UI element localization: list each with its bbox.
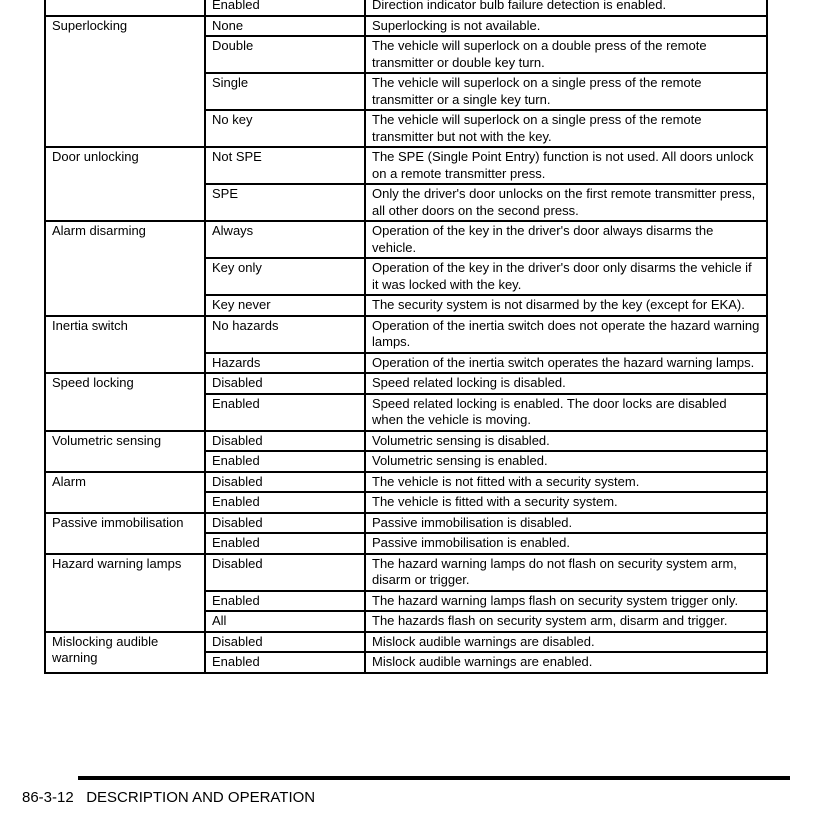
feature-cell: Hazard warning lamps (45, 554, 205, 632)
setting-cell: Double (205, 36, 365, 73)
table-row (45, 472, 767, 493)
feature-cell (45, 0, 205, 16)
setting-cell: No key (205, 110, 365, 147)
description-cell: Speed related locking is enabled. The door locks are disabled when the vehicle is moving. (365, 394, 767, 431)
description-cell: Passive immobilisation is enabled. (365, 533, 767, 554)
setting-cell: Enabled (205, 394, 365, 431)
table-row (45, 632, 767, 653)
description-cell: Superlocking is not available. (365, 16, 767, 37)
table-row (45, 0, 767, 16)
feature-cell: Alarm disarming (45, 221, 205, 316)
description-cell: Operation of the inertia switch operates the hazard warning lamps. (365, 353, 767, 374)
page-footer (22, 789, 315, 806)
description-cell: The hazard warning lamps do not flash on security system arm, disarm or trigger. (365, 554, 767, 591)
table-row (45, 316, 767, 353)
description-cell: Only the driver's door unlocks on the first remote transmitter press, all other doors on the second press. (365, 184, 767, 221)
setting-cell: Disabled (205, 513, 365, 534)
setting-cell: Not SPE (205, 147, 365, 184)
description-cell: Passive immobilisation is disabled. (365, 513, 767, 534)
table-row (45, 16, 767, 37)
description-cell: The vehicle will superlock on a single press of the remote transmitter but not with the key. (365, 110, 767, 147)
setting-cell: Disabled (205, 554, 365, 591)
setting-cell: Always (205, 221, 365, 258)
description-cell: Volumetric sensing is disabled. (365, 431, 767, 452)
description-cell: Operation of the inertia switch does not operate the hazard warning lamps. (365, 316, 767, 353)
setting-cell: Disabled (205, 632, 365, 653)
feature-cell: Passive immobilisation (45, 513, 205, 554)
table-row (45, 373, 767, 394)
description-cell: The vehicle is not fitted with a security system. (365, 472, 767, 493)
description-cell: Mislock audible warnings are enabled. (365, 652, 767, 673)
section-title: DESCRIPTION AND OPERATION (86, 789, 316, 806)
table-row (45, 554, 767, 591)
feature-cell: Speed locking (45, 373, 205, 431)
feature-cell: Inertia switch (45, 316, 205, 374)
setting-cell: Hazards (205, 353, 365, 374)
settings-table (44, 0, 768, 674)
setting-cell: SPE (205, 184, 365, 221)
setting-cell: All (205, 611, 365, 632)
feature-cell: Mislocking audible warning (45, 632, 205, 673)
description-cell: The security system is not disarmed by the key (except for EKA). (365, 295, 767, 316)
table-row (45, 147, 767, 184)
table-row (45, 513, 767, 534)
table-row (45, 431, 767, 452)
setting-cell: Disabled (205, 373, 365, 394)
setting-cell: Enabled (205, 591, 365, 612)
footer-rule (78, 776, 790, 780)
feature-cell: Alarm (45, 472, 205, 513)
description-cell: Speed related locking is disabled. (365, 373, 767, 394)
setting-cell: Enabled (205, 492, 365, 513)
settings-table-body (45, 0, 767, 673)
feature-cell: Door unlocking (45, 147, 205, 221)
feature-cell: Volumetric sensing (45, 431, 205, 472)
feature-cell: Superlocking (45, 16, 205, 148)
description-cell: Mislock audible warnings are disabled. (365, 632, 767, 653)
description-cell: The vehicle will superlock on a double press of the remote transmitter or double key turn. (365, 36, 767, 73)
setting-cell: Enabled (205, 0, 365, 16)
description-cell: The vehicle will superlock on a single press of the remote transmitter or a single key turn. (365, 73, 767, 110)
description-cell: Direction indicator bulb failure detection is enabled. (365, 0, 767, 16)
setting-cell: Enabled (205, 652, 365, 673)
setting-cell: Key only (205, 258, 365, 295)
setting-cell: Key never (205, 295, 365, 316)
page-number: 86-3-12 (22, 789, 74, 806)
setting-cell: Disabled (205, 472, 365, 493)
setting-cell: Single (205, 73, 365, 110)
setting-cell: Disabled (205, 431, 365, 452)
description-cell: The hazards flash on security system arm, disarm and trigger. (365, 611, 767, 632)
description-cell: Operation of the key in the driver's door always disarms the vehicle. (365, 221, 767, 258)
setting-cell: No hazards (205, 316, 365, 353)
description-cell: The vehicle is fitted with a security system. (365, 492, 767, 513)
table-row (45, 221, 767, 258)
setting-cell: None (205, 16, 365, 37)
description-cell: Operation of the key in the driver's door only disarms the vehicle if it was locked with the key. (365, 258, 767, 295)
setting-cell: Enabled (205, 451, 365, 472)
description-cell: The SPE (Single Point Entry) function is not used. All doors unlock on a remote transmitter press. (365, 147, 767, 184)
description-cell: The hazard warning lamps flash on security system trigger only. (365, 591, 767, 612)
setting-cell: Enabled (205, 533, 365, 554)
description-cell: Volumetric sensing is enabled. (365, 451, 767, 472)
